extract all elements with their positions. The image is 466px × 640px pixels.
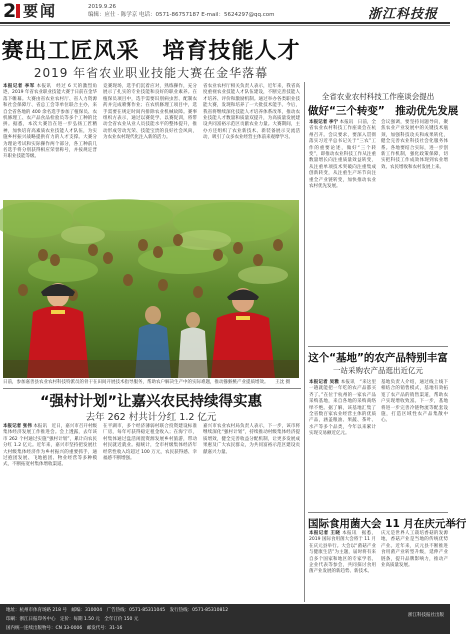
right-bottom-col2 [381,531,448,601]
main-headline: 赛出工匠风采 培育技能人才 [1,39,301,64]
bottom-article-col1 [3,424,97,600]
right-mid-title: 这个“基地”的农产品特别丰富 [308,352,448,364]
right-top-kicker: 全省农业农村科技工作座谈会提出 [321,92,435,101]
masthead-logo: 浙江科技报 [367,7,438,22]
right-bottom-byline: 本报记者 王晓 [309,531,341,536]
right-top-col2 [381,120,448,344]
bottom-article-title: “强村计划”让嘉兴农民持续得实惠 [39,394,263,410]
main-article-text-2: 竞赛现场，选手们沉着应对，熟练操作，充分展示了扎实的专业技能和良好的职业素养。在植保员项目中，选手需要识别病虫害、配制农药并完成喷雾作业；在农机修理工项目中，选手需要在规定时间内排除农业机械故障。赛事组织方表示，通过以赛促学、以赛促训，将带动全省农业从业人员技能水平的整体提升，推动形成劳动光荣、技能宝贵的良好社会风尚，为农业农村现代化注入新的活力。 [103,84,197,141]
photo-caption: 日前，参加嘉善县农业农村科技特派员的骨干在田间开展技术指导服务，帮助农户解决生产中的实际难题，推动猕猴桃产业提质增效。 王沈 摄 [3,380,291,385]
right-mid-text-1: 本报讯 “来这里一趟就能把一年吃的农产品都买齐了。”在位于杭州的一家农产品采购基地，来自各地的采购商络绎不绝。据了解，该基地汇集了全省数百家农业经营主体的优质产品，涵盖粮油、果蔬、茶叶、水产等多个品类，今年以来累计实现交易额近亿元。 [309,380,376,437]
right-top-col1 [309,120,376,344]
footer-printing: 印刷：浙江日报印务中心 定价：每期 1.50 元 全年订价 150 元 [6,617,139,622]
main-subheadline: 2019 年省农业职业技能大赛在金华落幕 [33,66,269,80]
right-mid-subtitle: 一站采购农产品逛出近亿元 [333,366,423,375]
right-bottom-col1 [309,531,376,601]
right-top-title: 做好“三个转变” 推动优先发展 [308,105,459,117]
right-bottom-rule [308,512,448,513]
bottom-article-col2 [103,424,197,600]
section-name: 要闻 [23,2,58,20]
issue-date: 2019.9.26 [88,4,116,10]
footer-publisher: 浙江科技报社出版 [408,613,444,618]
right-bottom-text-2: 庆元是世界人工栽培香菇的发源地，香菇产业是当地的传统优势产业。近年来，庆元县不断推进食用菌产业转型升级，延伸产业链条，提升品牌影响力，推动产业高质量发展。 [381,531,448,569]
page-number: 2 [3,0,17,22]
header-rule-thin [0,25,450,26]
right-top-byline: 本报记者 李宁 [309,120,339,125]
right-mid-text-2: 基地负责人介绍，通过线上线下相结合的销售模式，基地有效拓宽了农产品的销售渠道，帮助农户实现增收致富。下一步，基地将进一步完善冷链物流等配套设施，打造区域性农产品集散中心。 [381,380,448,424]
right-top-text-1: 本报讯 日前，全省农业农村科技工作座谈会在杭州召开。会议要求，要深入贯彻落实习近平总书记关于“三农”工作的重要论述，做好“三个转变”，即推动农业科技工作从注重数量增长向注重质量效益转变，从注重单项技术突破向注重集成创新转变，从注重生产环节向注重全产业链转变，加快推动农业农村优先发展。 [309,120,376,190]
orchard-illustration [3,200,299,378]
main-article-col1 [3,84,97,196]
main-article-text-3: 省农业农村厅相关负责人表示，近年来，我省高度重视农业技能人才队伍建设，不断完善技能人才培养、评价和激励机制。通过举办各类职业技能大赛，发现和培养了一大批技术能手。今后，我省将继续深化技能人才培养体系改革，推动农业技能人才数量和质量双提升，为高质量发展建设共同富裕示范区贡献农业力量。大赛期间，主办方还组织了农业新技术、新装备展示交流活动，吸引了众多农业经营主体前来观摩学习。 [203,84,300,141]
bottom-article-text-1: 本报讯 近日，嘉兴市召开村级集体经济发展工作推进会。会上透露，去年该市 262 个村通过实施“强村计划”，累计向农民分红 1.2 亿元。近年来，嘉兴市坚持把发展壮大村级集体经济作为乡村振兴的重要抓手，通过抱团发展、飞地抱团、物业经营等多种模式，不断拓宽村集体增收渠道。 [3,424,97,468]
right-bottom-title: 国际食用菌大会 11 月在庆元举行 [308,518,466,530]
bottom-article-text-3: 嘉兴市农业农村局负责人表示，下一步，该市将继续深化“强村计划”，持续推动村级集体经济提质增效，健全完善收益分配机制，让更多发展成果惠及广大农民群众，为共同富裕示范区建设贡献嘉兴力量。 [203,424,300,455]
right-mid-rule [308,346,448,347]
bottom-article-col3 [203,424,300,600]
right-mid-byline: 本报记者 吴雅 [309,380,340,385]
section-accent-bar [16,4,20,18]
footer-address: 地址：杭州市体育场路 218 号 邮编：310004 广告热线：0571-85311045 发行热线：0571-85310812 [6,608,229,613]
bottom-byline: 本报记者 张伟 [3,424,32,429]
bottom-article-rule [3,388,301,389]
header-rule [0,22,450,24]
column-divider [304,82,305,602]
right-mid-col2 [381,380,448,510]
main-byline: 本报记者 李军 [3,84,35,89]
editor-contact: 编辑：应仕 · 陈学京 电话：0571-86757187 E-mail：5624297@qq.com [88,12,275,18]
main-article-col3 [203,84,300,196]
main-article-text-1: 本报讯 经过 6 天的激烈角逐，2019 年省农业职业技能大赛于日前在金华落下帷幕。大赛由省农业农村厅、省人力资源和社会保障厅、省总工会等单位联合主办，来自全省各地的 400 余名选手参加了植保员、农机修理工、农产品食品检验员等多个工种的比拼。据悉，本次大赛旨在进一步弘扬工匠精神，加快培育高素质农业技能人才队伍，为实施乡村振兴战略提供有力的人才支撑。大赛分为理论考试和实际操作两个部分，各工种前几名选手将分别获得相应荣誉称号，并按规定晋升职业技能等级。 [3,84,97,160]
bottom-article-text-2: 在平湖市，多个经济薄弱村联合投资建设标准厂房，每年可获得稳定租金收入；在海宁市，村集体通过盘活闲置资源发展乡村旅游，带动村民就近就业。据统计，全市村级集体经济年经常性收入均超过 100 万元，农民获得感、幸福感不断增强。 [103,424,197,462]
right-bottom-text-1: 本报讯 据悉，2019 国际食用菌大会将于 11 月在庆元县举行。大会以“菌菇产业与健康生活”为主题，届时将有来自多个国家和地区的专家学者、企业代表等参会，共同探讨食用菌产业发展的新趋势、新技术。 [309,531,376,575]
right-mid-col1 [309,380,376,510]
right-top-text-2: 会议强调，要坚持问题导向，聚焦农业产业发展中的关键技术瓶颈，加强科技攻关和成果转化，健全完善农业科技社会化服务体系。各地要结合实际，进一步创新工作机制，强化政策保障，切实把科技工作成效体现到农业增效、农民增收和农村发展上来。 [381,120,448,170]
bottom-article-subtitle: 去年 262 村共计分红 1.2 亿元 [85,412,217,423]
footer-registration: 国内统一连续出版物号：CN 33-0006 邮发代号：31-16 [6,626,123,631]
main-article-col2 [103,84,197,196]
kiwi-orchard-photo [3,200,299,378]
